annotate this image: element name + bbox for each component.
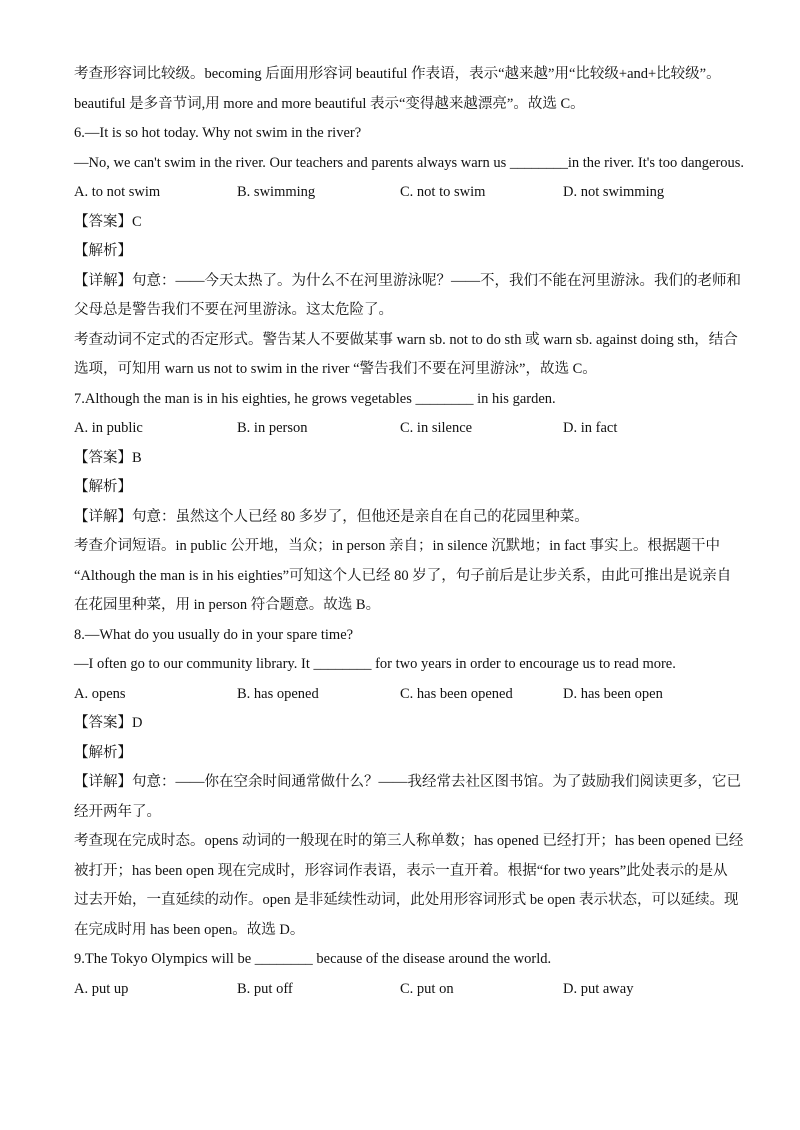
question-8-stem-2: —I often go to our community library. It ________ for two years in order to encourage us to read more. (74, 656, 676, 672)
explanation-line: 考查形容词比较级。becoming 后面用形容词 beautiful 作表语，表示“越来越”用“比较级+and+比较级”。 (74, 66, 721, 82)
detail-line: 【详解】句意：——今天太热了。为什么不在河里游泳呢？——不，我们不能在河里游泳。我们的老师和 (74, 272, 741, 289)
option-c: C. put on (400, 980, 454, 997)
answer-label: 【答案】B (74, 449, 142, 466)
option-c: C. has been opened (400, 685, 513, 702)
detail-line: 【详解】句意：虽然这个人已经 80 多岁了，但他还是亲自在自己的花园里种菜。 (74, 508, 589, 525)
question-9-stem: 9.The Tokyo Olympics will be ________ because of the disease around the world. (74, 951, 552, 967)
question-7-options (74, 414, 734, 444)
detail-line: 考查介词短语。in public 公开地，当众；in person 亲自；in silence 沉默地；in fact 事实上。根据题干中 (74, 538, 720, 554)
question-7-stem: 7.Although the man is in his eighties, he grows vegetables ________ in his garden. (74, 390, 556, 407)
option-b: B. put off (237, 980, 293, 997)
detail-line: 【详解】句意：——你在空余时间通常做什么？——我经常去社区图书馆。为了鼓励我们阅读更多，它已 (74, 774, 741, 790)
detail-line: 经开两年了。 (74, 803, 161, 820)
option-a: A. opens (74, 685, 126, 702)
option-a: A. put up (74, 980, 129, 997)
question-8-options (74, 680, 734, 710)
option-d: D. in fact (563, 420, 618, 436)
option-c: C. in silence (400, 420, 473, 436)
detail-line: 在完成时用 has been open。故选 D。 (74, 921, 305, 938)
option-b: B. has opened (237, 685, 319, 702)
detail-line: “Although the man is in his eighties”可知这个人已经 80 岁了，句子前后是让步关系，由此可推出是说亲自 (74, 567, 732, 584)
detail-line: 被打开；has been open 现在完成时，形容词作表语，表示一直开着。根据“for two years”此处表示的是从 (74, 862, 728, 879)
option-c: C. not to swim (400, 184, 486, 200)
document-page (74, 60, 745, 1004)
option-b: B. in person (237, 420, 308, 436)
explanation-line: beautiful 是多音节词,用 more and more beautiful 表示“变得越来越漂亮”。故选 C。 (74, 95, 585, 112)
answer-label: 【答案】C (74, 213, 142, 230)
question-9-options (74, 975, 734, 1005)
question-6-stem-2: —No, we can't swim in the river. Our teachers and parents always warn us ________in the river. It's too dangerous. (74, 154, 745, 171)
detail-line: 在花园里种菜，用 in person 符合题意。故选 B。 (74, 597, 381, 613)
question-6-stem: 6.—It is so hot today. Why not swim in the river? (74, 125, 362, 141)
analysis-label: 【解析】 (74, 243, 132, 259)
detail-line: 选项，可知用 warn us not to swim in the river “警告我们不要在河里游泳”，故选 C。 (74, 361, 597, 377)
option-d: D. has been open (563, 685, 663, 702)
answer-label: 【答案】D (74, 715, 143, 731)
option-d: D. put away (563, 980, 634, 997)
detail-line: 考查现在完成时态。opens 动词的一般现在时的第三人称单数；has opened 已经打开；has been opened 已经 (74, 833, 744, 849)
detail-line: 考查动词不定式的否定形式。警告某人不要做某事 warn sb. not to do sth 或 warn sb. against doing sth，结合 (74, 331, 738, 348)
option-b: B. swimming (237, 184, 316, 200)
question-8-stem: 8.—What do you usually do in your spare time? (74, 626, 354, 643)
detail-line: 过去开始，一直延续的动作。open 是非延续性动词，此处用形容词形式 be open 表示状态，可以延续。现 (74, 892, 739, 908)
detail-line: 父母总是警告我们不要在河里游泳。这太危险了。 (74, 302, 393, 318)
option-a: A. to not swim (74, 184, 161, 200)
question-6-options (74, 178, 734, 208)
analysis-label: 【解析】 (74, 479, 132, 495)
analysis-label: 【解析】 (74, 744, 132, 761)
option-a: A. in public (74, 420, 143, 436)
option-d: D. not swimming (563, 184, 665, 200)
